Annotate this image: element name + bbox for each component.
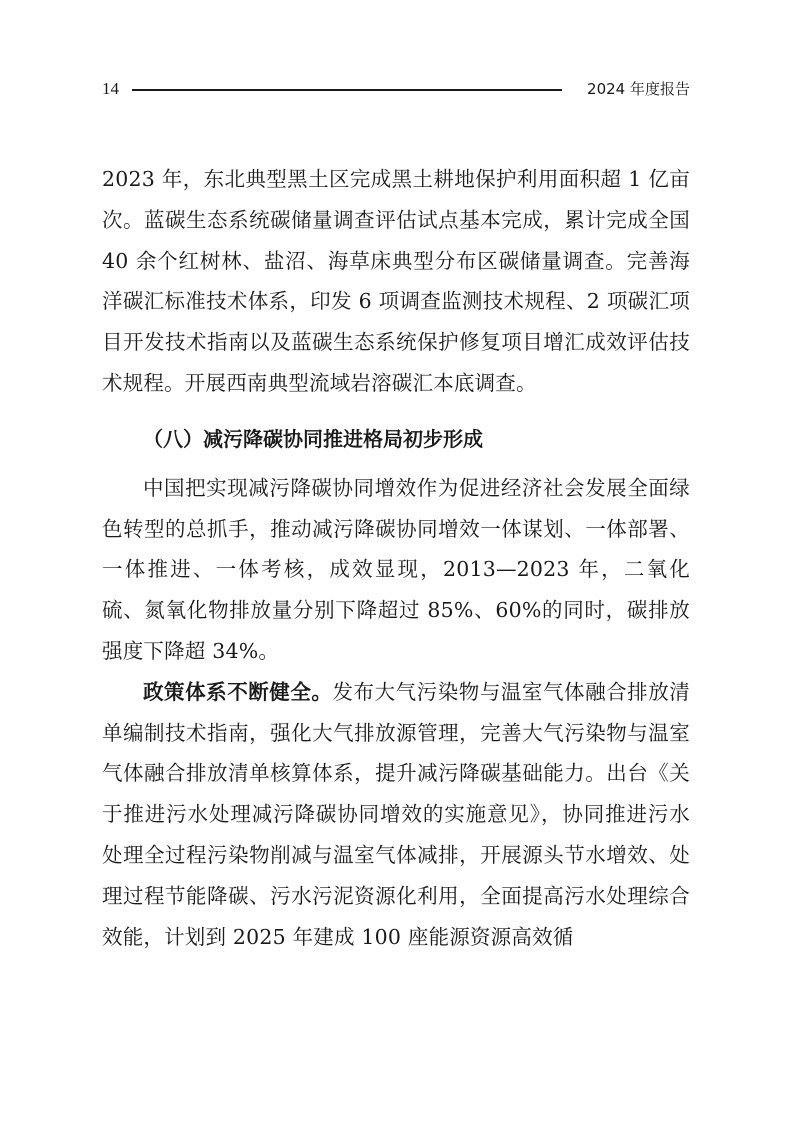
paragraph-carbon-sink: 2023 年，东北典型黑土区完成黑土耕地保护利用面积超 1 亿亩次。蓝碳生态系统碳储量调查评估试点基本完成，累计完成全国 40 余个红树林、盐沼、海草床典型分布区碳储量调查。完善海洋碳汇标准技术体系，印发 6 项调查监测技术规程、2 项碳汇项目开发技术指南以及蓝碳生态系统保护修复项目增汇成效评估技术规程。开展西南典型流域岩溶碳汇本底调查。: [102, 167, 690, 395]
section-heading: （八）减污降碳协同推进格局初步形成: [143, 426, 483, 451]
page-number: 14: [102, 79, 119, 98]
paragraph-pollution-carbon-synergy: 中国把实现减污降碳协同增效作为促进经济社会发展全面绿色转型的总抓手，推动减污降碳协同增效一体谋划、一体部署、一体推进、一体考核，成效显现，2013—2023 年，二氧化硫、氮氧化物排放量分别下降超过 85%、60%的同时，碳排放强度下降超 34%。: [102, 475, 690, 663]
page-header: [102, 76, 690, 102]
report-title: 2024 年度报告: [587, 80, 690, 98]
header-rule: [132, 89, 562, 91]
page-content: [102, 159, 690, 957]
paragraph-policy-text: 发布大气污染物与温室气体融合排放清单编制技术指南，强化大气排放源管理，完善大气污染物与温室气体融合排放清单核算体系，提升减污降碳基础能力。出台《关于推进污水处理减污降碳协同增效的实施意见》，协同推进污水处理全过程污染物削减与温室气体减排，开展源头节水增效、处理过程节能降碳、污水污泥资源化利用，全面提高污水处理综合效能，计划到 2025 年建成 100 座能源资源高效循: [102, 679, 690, 949]
paragraph-policy-system: [102, 672, 690, 958]
paragraph-lead-phrase: 政策体系不断健全。: [143, 679, 333, 704]
